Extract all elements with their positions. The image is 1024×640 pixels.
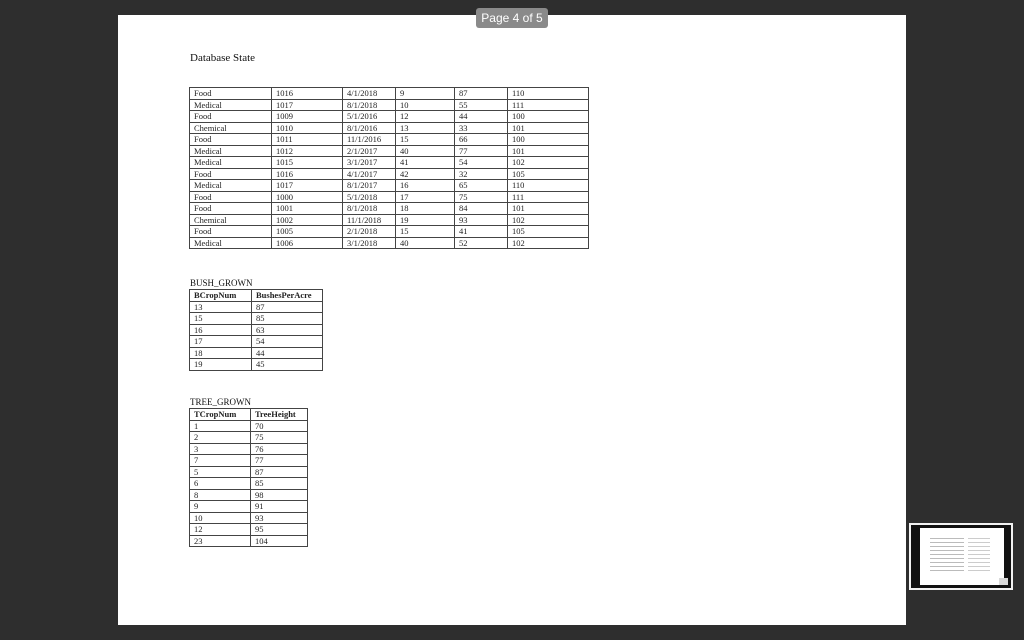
table-cell: 76 [251, 443, 308, 455]
table-row [190, 157, 589, 169]
bush-table-caption: BUSH_GROWN [190, 278, 253, 288]
table-cell: 1016 [272, 88, 343, 100]
table-cell: 93 [251, 512, 308, 524]
table-row [190, 122, 589, 134]
column-header: BCropNum [190, 290, 252, 302]
table-cell: 2/1/2018 [343, 226, 396, 238]
table-row [190, 432, 308, 444]
table-cell: 105 [508, 226, 589, 238]
table-cell: Medical [190, 145, 272, 157]
table-cell: 10 [396, 99, 455, 111]
page-indicator: Page 4 of 5 [476, 8, 548, 28]
table-cell: 65 [455, 180, 508, 192]
table-header-row [190, 290, 323, 302]
table-row [190, 88, 589, 100]
table-cell: Medical [190, 180, 272, 192]
table-cell: 101 [508, 122, 589, 134]
table-cell: 102 [508, 237, 589, 249]
table-cell: Medical [190, 157, 272, 169]
table-cell: 11/1/2016 [343, 134, 396, 146]
table-cell: 66 [455, 134, 508, 146]
table-cell: 16 [190, 324, 252, 336]
table-row [190, 203, 589, 215]
table-row [190, 324, 323, 336]
table-row [190, 524, 308, 536]
table-cell: 100 [508, 134, 589, 146]
table-cell: 17 [396, 191, 455, 203]
table-row [190, 111, 589, 123]
page-thumbnail[interactable] [909, 523, 1013, 590]
table-cell: 87 [455, 88, 508, 100]
table-cell: 45 [252, 359, 323, 371]
table-cell: 4/1/2018 [343, 88, 396, 100]
table-cell: 8/1/2018 [343, 203, 396, 215]
table-cell: 84 [455, 203, 508, 215]
table-cell: Food [190, 111, 272, 123]
table-cell: 110 [508, 180, 589, 192]
crops-table [189, 87, 589, 249]
table-cell: 9 [396, 88, 455, 100]
table-cell: 1002 [272, 214, 343, 226]
table-cell: 102 [508, 214, 589, 226]
tree-table-caption: TREE_GROWN [190, 397, 251, 407]
table-row [190, 455, 308, 467]
table-cell: 16 [396, 180, 455, 192]
table-row [190, 420, 308, 432]
table-cell: 93 [455, 214, 508, 226]
table-cell: 19 [190, 359, 252, 371]
table-cell: 110 [508, 88, 589, 100]
table-cell: 33 [455, 122, 508, 134]
table-cell: 4/1/2017 [343, 168, 396, 180]
table-cell: Food [190, 203, 272, 215]
table-row [190, 237, 589, 249]
document-page[interactable] [118, 15, 906, 625]
table-cell: 15 [396, 134, 455, 146]
table-row [190, 336, 323, 348]
table-cell: 6 [190, 478, 251, 490]
table-cell: 19 [396, 214, 455, 226]
table-cell: 12 [396, 111, 455, 123]
table-cell: 1011 [272, 134, 343, 146]
table-cell: 54 [252, 336, 323, 348]
table-cell: Food [190, 88, 272, 100]
table-cell: Medical [190, 237, 272, 249]
table-cell: 100 [508, 111, 589, 123]
table-cell: 75 [455, 191, 508, 203]
table-cell: 1006 [272, 237, 343, 249]
table-cell: 2/1/2017 [343, 145, 396, 157]
table-cell: 1 [190, 420, 251, 432]
table-cell: 44 [252, 347, 323, 359]
column-header: TreeHeight [251, 409, 308, 421]
table-row [190, 145, 589, 157]
table-row [190, 214, 589, 226]
table-cell: 101 [508, 145, 589, 157]
table-cell: 18 [396, 203, 455, 215]
table-row [190, 478, 308, 490]
table-cell: 2 [190, 432, 251, 444]
table-cell: 8/1/2016 [343, 122, 396, 134]
table-cell: 8 [190, 489, 251, 501]
table-cell: 101 [508, 203, 589, 215]
table-cell: 87 [252, 301, 323, 313]
table-cell: 1009 [272, 111, 343, 123]
table-row [190, 180, 589, 192]
table-cell: 91 [251, 501, 308, 513]
table-cell: 111 [508, 99, 589, 111]
table-cell: 10 [190, 512, 251, 524]
table-cell: 111 [508, 191, 589, 203]
table-row [190, 226, 589, 238]
table-row [190, 168, 589, 180]
thumbnail-scroll-handle[interactable] [999, 578, 1008, 585]
table-row [190, 501, 308, 513]
thumbnail-preview [920, 528, 1004, 585]
table-row [190, 489, 308, 501]
table-cell: 54 [455, 157, 508, 169]
table-cell: 1015 [272, 157, 343, 169]
table-cell: 13 [396, 122, 455, 134]
table-cell: 40 [396, 145, 455, 157]
table-cell: 77 [251, 455, 308, 467]
table-cell: 11/1/2018 [343, 214, 396, 226]
table-cell: 3/1/2018 [343, 237, 396, 249]
table-cell: 104 [251, 535, 308, 547]
table-cell: 77 [455, 145, 508, 157]
table-cell: 98 [251, 489, 308, 501]
table-cell: Chemical [190, 122, 272, 134]
table-cell: 105 [508, 168, 589, 180]
table-cell: 52 [455, 237, 508, 249]
table-cell: Food [190, 226, 272, 238]
table-row [190, 535, 308, 547]
table-cell: 15 [190, 313, 252, 325]
table-cell: 5/1/2016 [343, 111, 396, 123]
table-cell: 15 [396, 226, 455, 238]
table-cell: Food [190, 191, 272, 203]
table-cell: 40 [396, 237, 455, 249]
table-row [190, 191, 589, 203]
table-cell: 44 [455, 111, 508, 123]
table-row [190, 466, 308, 478]
table-cell: 1000 [272, 191, 343, 203]
table-cell: 9 [190, 501, 251, 513]
bush-grown-table [189, 289, 323, 371]
table-cell: 1017 [272, 99, 343, 111]
table-cell: 5/1/2018 [343, 191, 396, 203]
table-cell: Food [190, 168, 272, 180]
table-cell: Medical [190, 99, 272, 111]
table-cell: Chemical [190, 214, 272, 226]
table-cell: 8/1/2017 [343, 180, 396, 192]
table-row [190, 359, 323, 371]
table-cell: 1001 [272, 203, 343, 215]
table-row [190, 99, 589, 111]
table-cell: 41 [455, 226, 508, 238]
table-cell: 85 [252, 313, 323, 325]
table-cell: 1005 [272, 226, 343, 238]
table-cell: 1012 [272, 145, 343, 157]
table-cell: 8/1/2018 [343, 99, 396, 111]
table-cell: 70 [251, 420, 308, 432]
table-cell: 42 [396, 168, 455, 180]
table-cell: 1016 [272, 168, 343, 180]
table-row [190, 301, 323, 313]
table-row [190, 443, 308, 455]
table-cell: 85 [251, 478, 308, 490]
table-cell: 17 [190, 336, 252, 348]
table-cell: 1010 [272, 122, 343, 134]
table-cell: 3 [190, 443, 251, 455]
table-cell: 41 [396, 157, 455, 169]
tree-grown-table [189, 408, 308, 547]
table-cell: Food [190, 134, 272, 146]
table-cell: 3/1/2017 [343, 157, 396, 169]
table-cell: 13 [190, 301, 252, 313]
column-header: TCropNum [190, 409, 251, 421]
table-row [190, 134, 589, 146]
table-cell: 23 [190, 535, 251, 547]
table-row [190, 313, 323, 325]
table-header-row [190, 409, 308, 421]
table-row [190, 512, 308, 524]
table-cell: 18 [190, 347, 252, 359]
table-cell: 12 [190, 524, 251, 536]
column-header: BushesPerAcre [252, 290, 323, 302]
table-cell: 7 [190, 455, 251, 467]
table-row [190, 347, 323, 359]
table-cell: 102 [508, 157, 589, 169]
table-cell: 5 [190, 466, 251, 478]
table-cell: 55 [455, 99, 508, 111]
table-cell: 63 [252, 324, 323, 336]
page-title: Database State [190, 52, 256, 64]
table-cell: 75 [251, 432, 308, 444]
table-cell: 87 [251, 466, 308, 478]
table-cell: 95 [251, 524, 308, 536]
table-cell: 32 [455, 168, 508, 180]
table-cell: 1017 [272, 180, 343, 192]
